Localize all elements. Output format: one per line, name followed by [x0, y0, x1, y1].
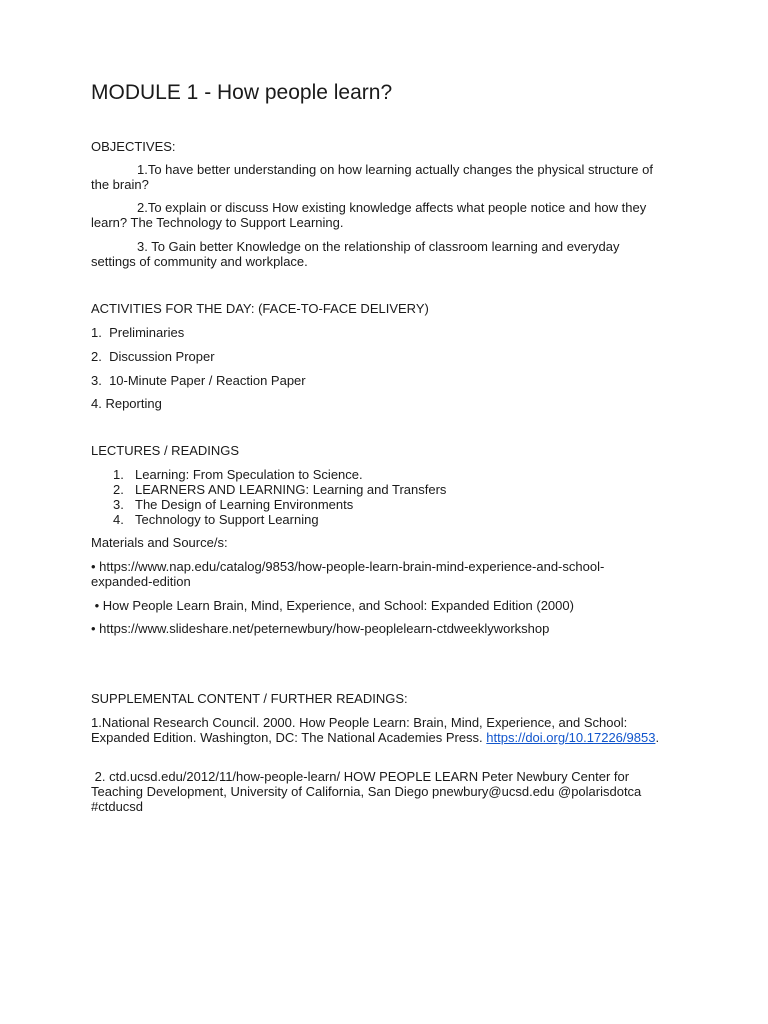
activities-heading: ACTIVITIES FOR THE DAY: (FACE-TO-FACE DELIVERY) — [91, 301, 429, 316]
lectures-heading: LECTURES / READINGS — [91, 443, 240, 458]
lecture-item-2 — [113, 482, 446, 497]
page-title: MODULE 1 - How people learn? — [91, 81, 393, 104]
lecture-number-3: 3. — [113, 497, 124, 512]
objective-text-3: 3. To Gain better Knowledge on the relationship of classroom learning and everyday settings of community and workplace. — [91, 239, 620, 269]
lecture-number-1: 1. — [113, 467, 124, 482]
supplemental-item-1 — [91, 715, 666, 745]
activity-item-1: 1. Preliminaries — [91, 325, 185, 340]
lecture-number-2: 2. — [113, 482, 124, 497]
supplemental-text-1: 1.National Research Council. 2000. How People Learn: Brain, Mind, Experience, and School: Expanded Edition. Washington, DC: The National Academies Press. — [91, 715, 628, 745]
lecture-item-4 — [113, 512, 319, 527]
objective-item-1 — [91, 162, 661, 192]
activity-item-3: 3. 10-Minute Paper / Reaction Paper — [91, 373, 306, 388]
lecture-item-1 — [113, 467, 363, 482]
lecture-text-4: Technology to Support Learning — [135, 512, 319, 527]
supplemental-item-2: 2. ctd.ucsd.edu/2012/11/how-people-learn/ HOW PEOPLE LEARN Peter Newbury Center for Teaching Development, University of California, San Diego pnewbury@ucsd.edu @polarisdotca #ctducsd — [91, 769, 645, 814]
supplemental-text-1-end: . — [655, 730, 660, 745]
supplemental-heading: SUPPLEMENTAL CONTENT / FURTHER READINGS: — [91, 691, 408, 706]
lecture-text-1: Learning: From Speculation to Science. — [135, 467, 363, 482]
objective-item-3 — [91, 239, 661, 269]
material-item-3: • https://www.slideshare.net/peternewbury/how-peoplelearn-ctdweeklyworkshop — [91, 621, 550, 636]
objective-text-1: 1.To have better understanding on how learning actually changes the physical structure of the brain? — [91, 162, 653, 192]
lecture-number-4: 4. — [113, 512, 124, 527]
objective-item-2 — [91, 200, 661, 230]
lecture-text-2: LEARNERS AND LEARNING: Learning and Transfers — [135, 482, 447, 497]
activity-item-2: 2. Discussion Proper — [91, 349, 215, 364]
material-item-1: • https://www.nap.edu/catalog/9853/how-people-learn-brain-mind-experience-and-school-expanded-edition — [91, 559, 605, 589]
objective-text-2: 2.To explain or discuss How existing knowledge affects what people notice and how they learn? The Technology to Support Learning. — [91, 200, 647, 230]
doi-link[interactable]: https://doi.org/10.17226/9853 — [486, 730, 656, 745]
lecture-item-3 — [113, 497, 353, 512]
activity-item-4: 4. Reporting — [91, 396, 162, 411]
materials-heading: Materials and Source/s: — [91, 535, 228, 550]
material-item-2: • How People Learn Brain, Mind, Experience, and School: Expanded Edition (2000) — [91, 598, 574, 613]
lecture-text-3: The Design of Learning Environments — [135, 497, 354, 512]
objectives-heading: OBJECTIVES: — [91, 139, 176, 154]
